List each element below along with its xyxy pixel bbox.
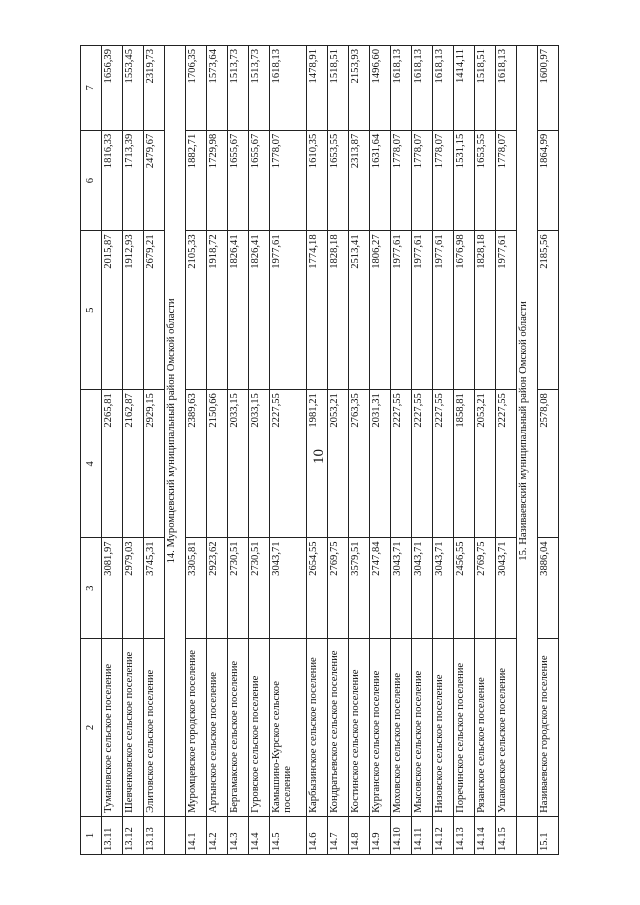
cell-c3: 2747,84 (370, 538, 391, 639)
table-row (496, 46, 517, 855)
cell-idx: 15.1 (538, 816, 559, 854)
cell-c5: 1977,61 (391, 231, 412, 390)
cell-name: Курганское сельское поселение (370, 639, 391, 817)
cell-c5: 1806,27 (370, 231, 391, 390)
table-row (454, 46, 475, 855)
cell-name: Костинское сельское поселение (349, 639, 370, 817)
header-cell: 1 (81, 816, 102, 854)
cell-c3: 3579,51 (349, 538, 370, 639)
cell-c7: 2319,73 (143, 46, 164, 131)
cell-c5: 2015,87 (101, 231, 122, 390)
cell-name: Муромцевское городское поселение (185, 639, 206, 817)
table-row (227, 46, 248, 855)
cell-c4: 1981,21 (307, 390, 328, 538)
rotated-table-container (80, 45, 559, 855)
cell-c5: 2185,56 (538, 231, 559, 390)
cell-name: Ушаковское сельское поселение (496, 639, 517, 817)
cell-c3: 2769,75 (328, 538, 349, 639)
cell-c7: 1600,97 (538, 46, 559, 131)
cell-c6: 1778,07 (412, 130, 433, 231)
header-cell: 2 (81, 639, 102, 817)
cell-c6: 1729,98 (206, 130, 227, 231)
table-row (475, 46, 496, 855)
cell-c4: 2227,55 (496, 390, 517, 538)
cell-name: Рязанское сельское поселение (475, 639, 496, 817)
cell-c4: 2265,81 (101, 390, 122, 538)
table-row (370, 46, 391, 855)
cell-idx: 14.8 (349, 816, 370, 854)
cell-c3: 2923,62 (206, 538, 227, 639)
section-title: 14. Муромцевский муниципальный район Омской области (164, 46, 185, 817)
cell-c6: 1655,67 (248, 130, 269, 231)
cell-c3: 2654,55 (307, 538, 328, 639)
cell-name: Поречинское сельское поселение (454, 639, 475, 817)
cell-c5: 1774,18 (307, 231, 328, 390)
cell-c7: 1496,60 (370, 46, 391, 131)
header-cell: 6 (81, 130, 102, 231)
cell-c6: 1864,99 (538, 130, 559, 231)
cell-idx: 14.6 (307, 816, 328, 854)
cell-name: Називаевское городское поселение (538, 639, 559, 817)
cell-c4: 2578,08 (538, 390, 559, 538)
cell-c5: 1828,18 (328, 231, 349, 390)
cell-name: Бергамакское сельское поселение (227, 639, 248, 817)
cell-name: Низовское сельское поселение (433, 639, 454, 817)
cell-c3: 3043,71 (412, 538, 433, 639)
cell-c3: 3043,71 (269, 538, 307, 639)
cell-c6: 1631,64 (370, 130, 391, 231)
cell-c7: 1618,13 (412, 46, 433, 131)
cell-c5: 2105,33 (185, 231, 206, 390)
cell-c3: 3043,71 (433, 538, 454, 639)
cell-idx: 13.13 (143, 816, 164, 854)
cell-idx: 14.15 (496, 816, 517, 854)
cell-c3: 2456,55 (454, 538, 475, 639)
cell-c3: 2979,03 (122, 538, 143, 639)
cell-c3: 3886,04 (538, 538, 559, 639)
cell-idx: 14.11 (412, 816, 433, 854)
section-empty-cell (164, 816, 185, 854)
cell-c4: 2053,21 (328, 390, 349, 538)
cell-c5: 1912,93 (122, 231, 143, 390)
cell-idx: 14.10 (391, 816, 412, 854)
cell-name: Элитовское сельское поселение (143, 639, 164, 817)
cell-c4: 2227,55 (412, 390, 433, 538)
cell-c5: 1676,98 (454, 231, 475, 390)
cell-c6: 1778,07 (496, 130, 517, 231)
cell-c7: 1518,51 (475, 46, 496, 131)
cell-c5: 1977,61 (496, 231, 517, 390)
header-cell: 3 (81, 538, 102, 639)
table-row (122, 46, 143, 855)
cell-c5: 2679,21 (143, 231, 164, 390)
table-row (412, 46, 433, 855)
table-row (307, 46, 328, 855)
table-row (391, 46, 412, 855)
cell-name: Артынское сельское поселение (206, 639, 227, 817)
table-row (206, 46, 227, 855)
cell-c7: 1513,73 (248, 46, 269, 131)
cell-c3: 2730,51 (227, 538, 248, 639)
cell-idx: 14.1 (185, 816, 206, 854)
table-row (349, 46, 370, 855)
cell-c6: 2479,67 (143, 130, 164, 231)
header-cell: 4 (81, 390, 102, 538)
section-title: 15. Називаевский муниципальный район Омской области (517, 46, 538, 817)
cell-idx: 14.14 (475, 816, 496, 854)
cell-c5: 1977,61 (433, 231, 454, 390)
cell-c6: 1882,71 (185, 130, 206, 231)
cell-name: Камышино-Курское сельское поселение (269, 639, 307, 817)
cell-c4: 2033,15 (227, 390, 248, 538)
cell-c5: 1828,18 (475, 231, 496, 390)
cell-c5: 1977,61 (269, 231, 307, 390)
cell-idx: 14.4 (248, 816, 269, 854)
cell-name: Гуровское сельское поселение (248, 639, 269, 817)
table-row (269, 46, 307, 855)
table-row (328, 46, 349, 855)
cell-c3: 3043,71 (391, 538, 412, 639)
cell-c3: 3081,97 (101, 538, 122, 639)
cell-idx: 14.13 (454, 816, 475, 854)
cell-c3: 2769,75 (475, 538, 496, 639)
cell-c7: 1618,13 (269, 46, 307, 131)
cell-name: Шевченковское сельское поселение (122, 639, 143, 817)
cell-c6: 1816,33 (101, 130, 122, 231)
header-row (81, 46, 102, 855)
cell-idx: 14.2 (206, 816, 227, 854)
cell-c6: 2313,87 (349, 130, 370, 231)
cell-c6: 1655,67 (227, 130, 248, 231)
cell-name: Карбызинское сельское поселение (307, 639, 328, 817)
cell-name: Тумановское сельское поселение (101, 639, 122, 817)
cell-c5: 2513,41 (349, 231, 370, 390)
cell-c4: 2389,63 (185, 390, 206, 538)
table-row (248, 46, 269, 855)
table-row (143, 46, 164, 855)
cell-c7: 1553,45 (122, 46, 143, 131)
cell-c5: 1918,72 (206, 231, 227, 390)
cell-idx: 13.12 (122, 816, 143, 854)
cell-c4: 2763,35 (349, 390, 370, 538)
cell-c6: 1653,55 (328, 130, 349, 231)
cell-c7: 1706,35 (185, 46, 206, 131)
cell-c4: 2929,15 (143, 390, 164, 538)
cell-c6: 1713,39 (122, 130, 143, 231)
cell-c6: 1778,07 (269, 130, 307, 231)
cell-c4: 2053,21 (475, 390, 496, 538)
cell-c4: 2031,31 (370, 390, 391, 538)
cell-c4: 2227,55 (391, 390, 412, 538)
cell-c7: 1618,13 (433, 46, 454, 131)
cell-c3: 2730,51 (248, 538, 269, 639)
cell-idx: 14.7 (328, 816, 349, 854)
cell-c7: 2153,93 (349, 46, 370, 131)
cell-c7: 1618,13 (391, 46, 412, 131)
cell-c6: 1778,07 (433, 130, 454, 231)
cell-c6: 1653,55 (475, 130, 496, 231)
cell-name: Мысовское сельское поселение (412, 639, 433, 817)
cell-idx: 14.9 (370, 816, 391, 854)
cell-c3: 3305,81 (185, 538, 206, 639)
header-cell: 7 (81, 46, 102, 131)
page-number: 10 (311, 449, 327, 464)
cell-idx: 14.5 (269, 816, 307, 854)
cell-c4: 2227,55 (269, 390, 307, 538)
header-cell: 5 (81, 231, 102, 390)
cell-c7: 1573,64 (206, 46, 227, 131)
cell-c6: 1610,35 (307, 130, 328, 231)
cell-c4: 1858,81 (454, 390, 475, 538)
cell-c4: 2150,66 (206, 390, 227, 538)
data-table (80, 45, 559, 855)
cell-c7: 1656,39 (101, 46, 122, 131)
cell-c5: 1826,41 (248, 231, 269, 390)
cell-c4: 2162,87 (122, 390, 143, 538)
cell-c7: 1513,73 (227, 46, 248, 131)
cell-name: Моховское сельское поселение (391, 639, 412, 817)
section-row (517, 46, 538, 855)
cell-c7: 1618,13 (496, 46, 517, 131)
cell-name: Кондратьевское сельское поселение (328, 639, 349, 817)
table-row (433, 46, 454, 855)
cell-c3: 3043,71 (496, 538, 517, 639)
cell-c7: 1478,91 (307, 46, 328, 131)
cell-idx: 14.3 (227, 816, 248, 854)
table-row (185, 46, 206, 855)
section-empty-cell (517, 816, 538, 854)
cell-c5: 1826,41 (227, 231, 248, 390)
cell-c7: 1518,51 (328, 46, 349, 131)
cell-idx: 13.11 (101, 816, 122, 854)
cell-idx: 14.12 (433, 816, 454, 854)
cell-c4: 2033,15 (248, 390, 269, 538)
cell-c6: 1531,15 (454, 130, 475, 231)
table-row (101, 46, 122, 855)
cell-c7: 1414,11 (454, 46, 475, 131)
table-row (538, 46, 559, 855)
cell-c4: 2227,55 (433, 390, 454, 538)
table-body (81, 46, 559, 855)
cell-c5: 1977,61 (412, 231, 433, 390)
cell-c6: 1778,07 (391, 130, 412, 231)
cell-c3: 3745,31 (143, 538, 164, 639)
section-row (164, 46, 185, 855)
